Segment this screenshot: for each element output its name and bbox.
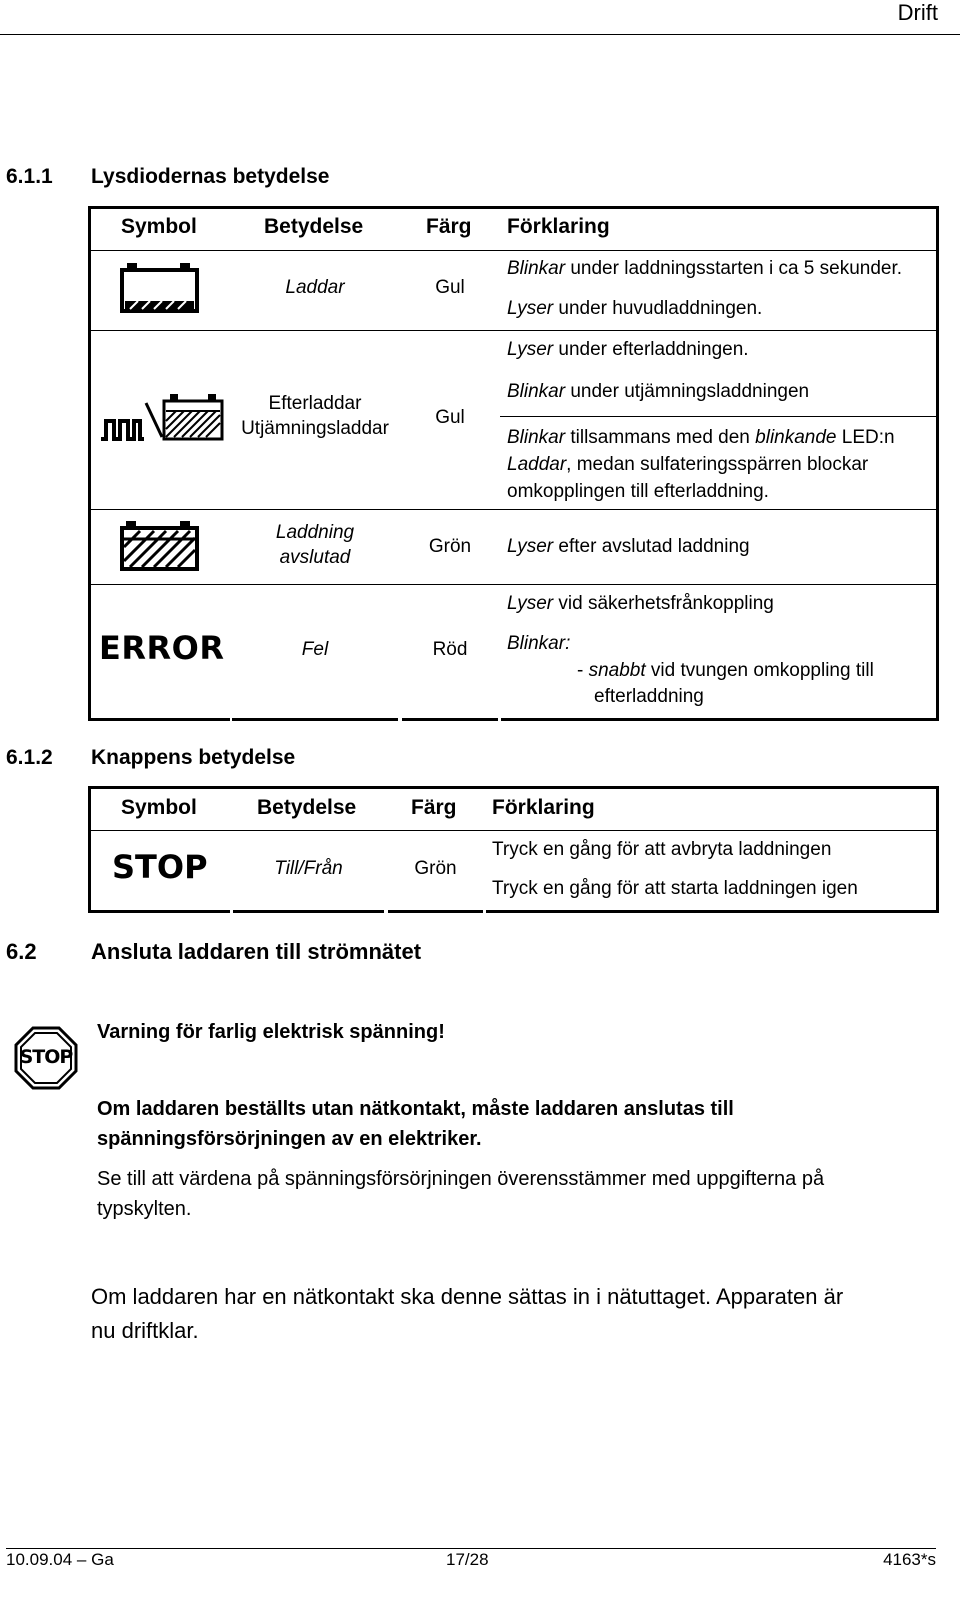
col2-header-farg: Färg	[411, 796, 457, 819]
col2-header-forklaring: Förklaring	[492, 796, 595, 819]
error-symbol: ERROR	[99, 629, 225, 667]
header-rule	[0, 34, 960, 35]
color-gul-1: Gul	[435, 277, 465, 298]
meaning-laddar: Laddar	[285, 277, 345, 298]
section-heading-62: Ansluta laddaren till strömnätet	[91, 939, 422, 964]
section-heading-611: Lysdiodernas betydelse	[91, 165, 330, 188]
footer-rule	[6, 1548, 936, 1549]
explain-row2-line1: Lyser under efterladdningen.	[507, 339, 749, 360]
col-header-farg: Färg	[426, 215, 472, 238]
explain-row2-line2: Blinkar under utjämningsladdningen	[507, 381, 810, 402]
explain-row4-line1: Lyser vid säkerhetsfrånkoppling	[507, 593, 774, 614]
col-header-forklaring: Förklaring	[507, 215, 610, 238]
explain-row1-line2: Lyser under huvudladdningen.	[507, 298, 763, 319]
section-number-62: 6.2	[6, 939, 37, 964]
section-number-612: 6.1.2	[6, 746, 53, 769]
battery-full-hatched-icon	[120, 519, 200, 578]
final-paragraph: Om laddaren har en nätkontakt ska denne sättas in i nätuttaget. Apparaten är nu driftklar.	[91, 1284, 844, 1343]
color-gron-1: Grön	[428, 536, 472, 557]
explain-row1-line1: Blinkar under laddningsstarten i ca 5 sekunder.	[507, 258, 903, 279]
explain-row3: Lyser efter avslutad laddning	[507, 536, 750, 557]
footer-date: 10.09.04 – Ga	[6, 1550, 114, 1569]
col2-header-symbol: Symbol	[121, 796, 197, 819]
explain-row4-line3: - snabbt vid tvungen omkoppling till	[577, 660, 874, 681]
section-heading-612: Knappens betydelse	[91, 746, 296, 769]
color-gul-2: Gul	[435, 407, 465, 428]
explain-stop-line1: Tryck en gång för att avbryta laddningen	[492, 839, 832, 860]
meaning-fel: Fel	[301, 639, 329, 660]
meaning-efterladdar: Efterladdar Utjämningsladdar	[241, 393, 389, 439]
warning-paragraph: Se till att värdena på spänningsförsörjningen överensstämmer med uppgifterna på typskylten.	[97, 1168, 825, 1220]
col2-header-betydelse: Betydelse	[257, 796, 357, 819]
color-rod: Röd	[432, 639, 468, 660]
battery-outline-icon	[120, 261, 200, 320]
explain-row4-line2: Blinkar:	[507, 633, 571, 654]
meaning-till-fran: Till/Från	[274, 858, 343, 879]
pulse-battery-hatched-icon	[100, 391, 226, 448]
explain-row4-line4: efterladdning	[594, 686, 704, 707]
col-header-betydelse: Betydelse	[264, 215, 364, 238]
footer-page: 17/28	[446, 1550, 489, 1569]
col-header-symbol: Symbol	[121, 215, 197, 238]
meaning-laddning-avslutad: Laddning avslutad	[275, 522, 355, 568]
section-number-611: 6.1.1	[6, 165, 53, 188]
page-header-section: Drift	[897, 0, 938, 25]
explain-stop-line2: Tryck en gång för att starta laddningen igen	[492, 878, 858, 899]
stop-sign-icon	[14, 1026, 78, 1090]
color-gron-2: Grön	[414, 858, 457, 879]
stop-symbol: STOP	[112, 848, 208, 886]
footer-doc-number: 4163*s	[883, 1550, 936, 1569]
explain-row2-para: Blinkar tillsammans med den blinkande LED:n Laddar, medan sulfateringsspärren blockar omkopplingen till efterladdning.	[507, 427, 895, 502]
stop-sign-text: STOP	[19, 1046, 73, 1068]
warning-title: Varning för farlig elektrisk spänning!	[97, 1021, 445, 1043]
warning-bold-paragraph: Om laddaren beställts utan nätkontakt, måste laddaren anslutas till spänningsförsörjningen av en elektriker.	[97, 1098, 734, 1150]
